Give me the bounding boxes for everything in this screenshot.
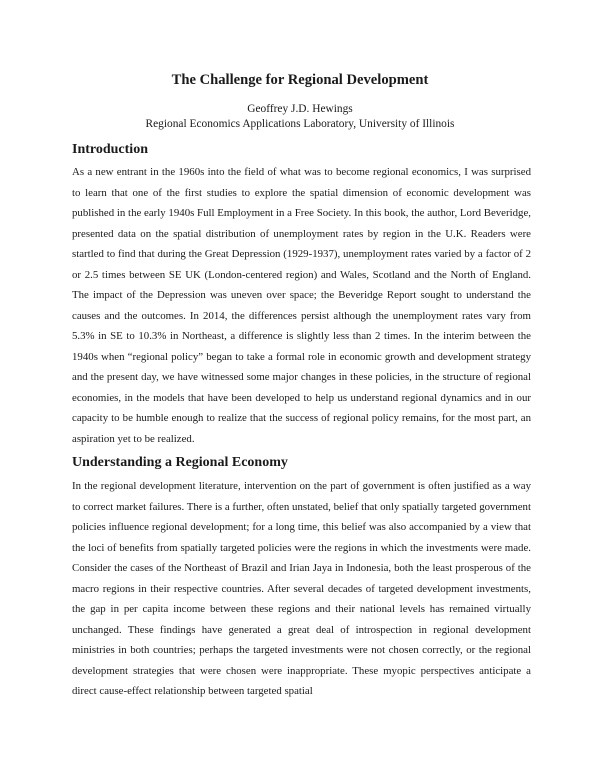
section-heading-understanding-regional-economy: Understanding a Regional Economy xyxy=(72,455,288,470)
section-heading-introduction: Introduction xyxy=(72,142,148,157)
author-name: Geoffrey J.D. Hewings xyxy=(247,103,353,115)
author-affiliation: Regional Economics Applications Laboratory, University of Illinois xyxy=(145,118,455,130)
paper-title: The Challenge for Regional Development xyxy=(171,72,429,88)
understanding-paragraph: In the regional development literature, intervention on the part of government is often justified as a way to correct market failures. There is a further, often unstated, belief that only spatially targeted government policies influence regional development; for a long time, this belief was also accompanied by a view that the loci of benefits from spatially targeted policies were the regions in which the investments were made. Consider the cases of the Northeast of Brazil and Irian Jaya in Indonesia, both the least prosperous of the macro regions in their respective countries. After several decades of targeted development investments, the gap in per capita income between these regions and their national levels has remained virtually unchanged. These findings have generated a great deal of introspection in regional development ministries in both countries; perhaps the targeted investments were not chosen correctly, or the regional development strategies that were chosen were inappropriate. These myopic perspectives anticipate a direct cause-effect relationship between targeted spatial xyxy=(72,480,531,697)
introduction-paragraph: As a new entrant in the 1960s into the field of what was to become regional economics, I was surprised to learn that one of the first studies to explore the spatial dimension of economic development was published in the early 1940s Full Employment in a Free Society. In this book, the author, Lord Beveridge, presented data on the spatial distribution of unemployment rates by region in the U.K. Readers were startled to find that during the Great Depression (1929-1937), unemployment rates varied by a factor of 2 or 2.5 times between SE UK (London-centered region) and Wales, Scotland and the North of England. The impact of the Depression was uneven over space; the Beveridge Report sought to understand the causes and the outcomes. In 2014, the differences persist although the unemployment rates vary from 5.3% in SE to 10.3% in Northeast, a difference is slightly less than 2 times. In the interim between the 1940s when “regional policy” began to take a formal role in economic growth and development strategy and the present day, we have witnessed some major changes in these policies, in the structure of regional economies, in the models that have been developed to help us understand regional dynamics and in our capacity to be humble enough to realize that the success of regional policy remains, for the most part, an aspiration yet to be realized. xyxy=(72,166,531,445)
